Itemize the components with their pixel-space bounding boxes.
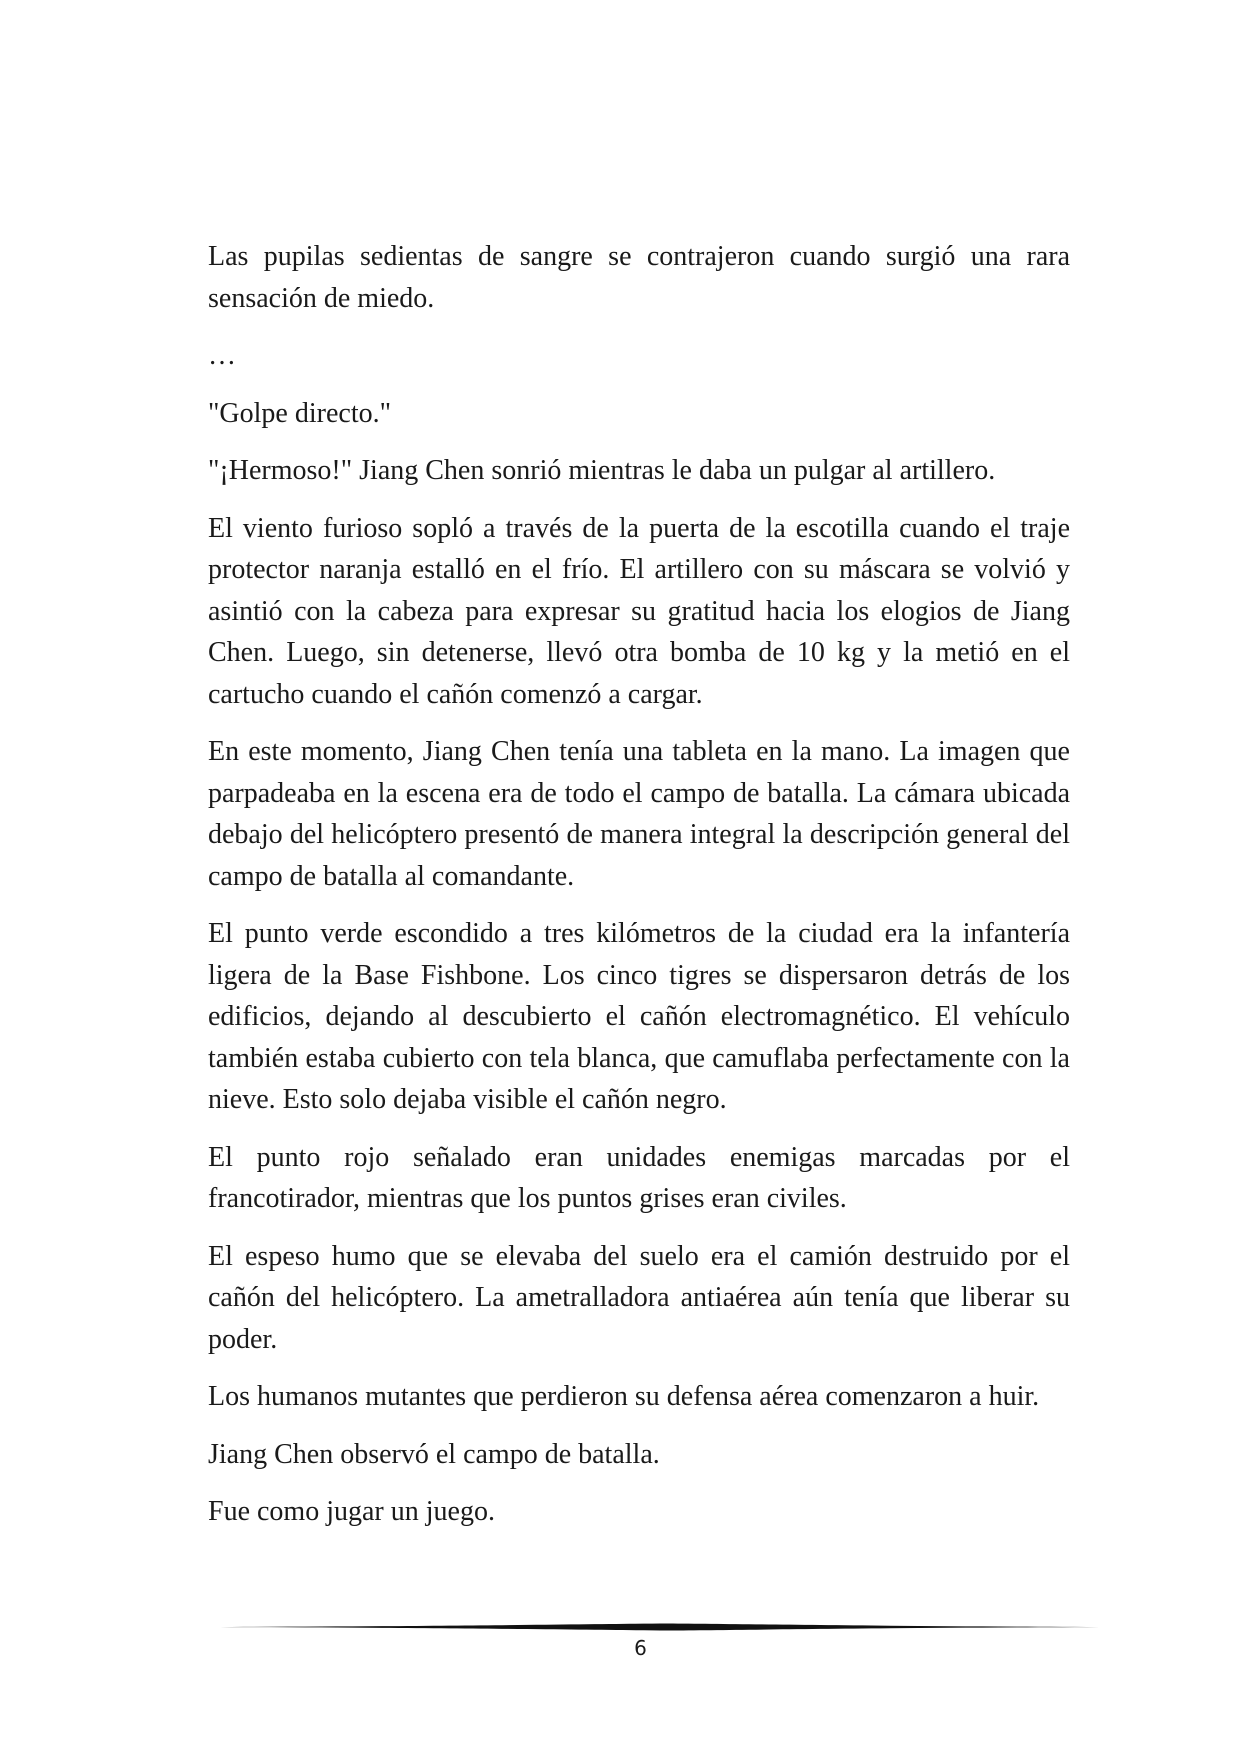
paragraph: En este momento, Jiang Chen tenía una tableta en la mano. La imagen que parpadeaba en la escena era de todo el campo de batalla. La cámara ubicada debajo del helicóptero presentó de manera integral la descripción general del campo de batalla al comandante. — [208, 736, 1070, 892]
paragraph: Las pupilas sedientas de sangre se contrajeron cuando surgió una rara sensación de miedo. — [208, 241, 1070, 314]
paragraph-ellipsis: … — [208, 340, 236, 371]
footer-divider — [208, 1620, 1112, 1634]
paragraph: El espeso humo que se elevaba del suelo era el camión destruido por el cañón del helicóptero. La ametralladora antiaérea aún tenía que liberar su poder. — [208, 1240, 1070, 1355]
paragraph: Los humanos mutantes que perdieron su defensa aérea comenzaron a huir. — [208, 1381, 1040, 1412]
paragraph: El punto rojo señalado eran unidades enemigas marcadas por el francotirador, mientras que los puntos grises eran civiles. — [208, 1141, 1070, 1214]
paragraph: Fue como jugar un juego. — [208, 1496, 495, 1527]
paragraph: "Golpe directo." — [208, 397, 392, 429]
paragraph: Jiang Chen observó el campo de batalla. — [208, 1438, 660, 1470]
paragraph: El viento furioso sopló a través de la puerta de la escotilla cuando el traje protector naranja estalló en el frío. El artillero con su máscara se volvió y asintió con la cabeza para expresar su gratitud hacia los elogios de Jiang Chen. Luego, sin detenerse, llevó otra bomba de 10 kg y la metió en el cartucho cuando el cañón comenzó a cargar. — [208, 512, 1070, 710]
paragraph: "¡Hermoso!" Jiang Chen sonrió mientras le daba un pulgar al artillero. — [208, 455, 996, 486]
page-body — [208, 236, 1070, 1549]
page-number: 6 — [634, 1636, 647, 1660]
paragraph: El punto verde escondido a tres kilómetros de la ciudad era la infantería ligera de la Base Fishbone. Los cinco tigres se dispersaron detrás de los edificios, dejando al descubierto el cañón electromagnético. El vehículo también estaba cubierto con tela blanca, que camuflaba perfectamente con la nieve. Esto solo dejaba visible el cañón negro. — [208, 918, 1070, 1115]
